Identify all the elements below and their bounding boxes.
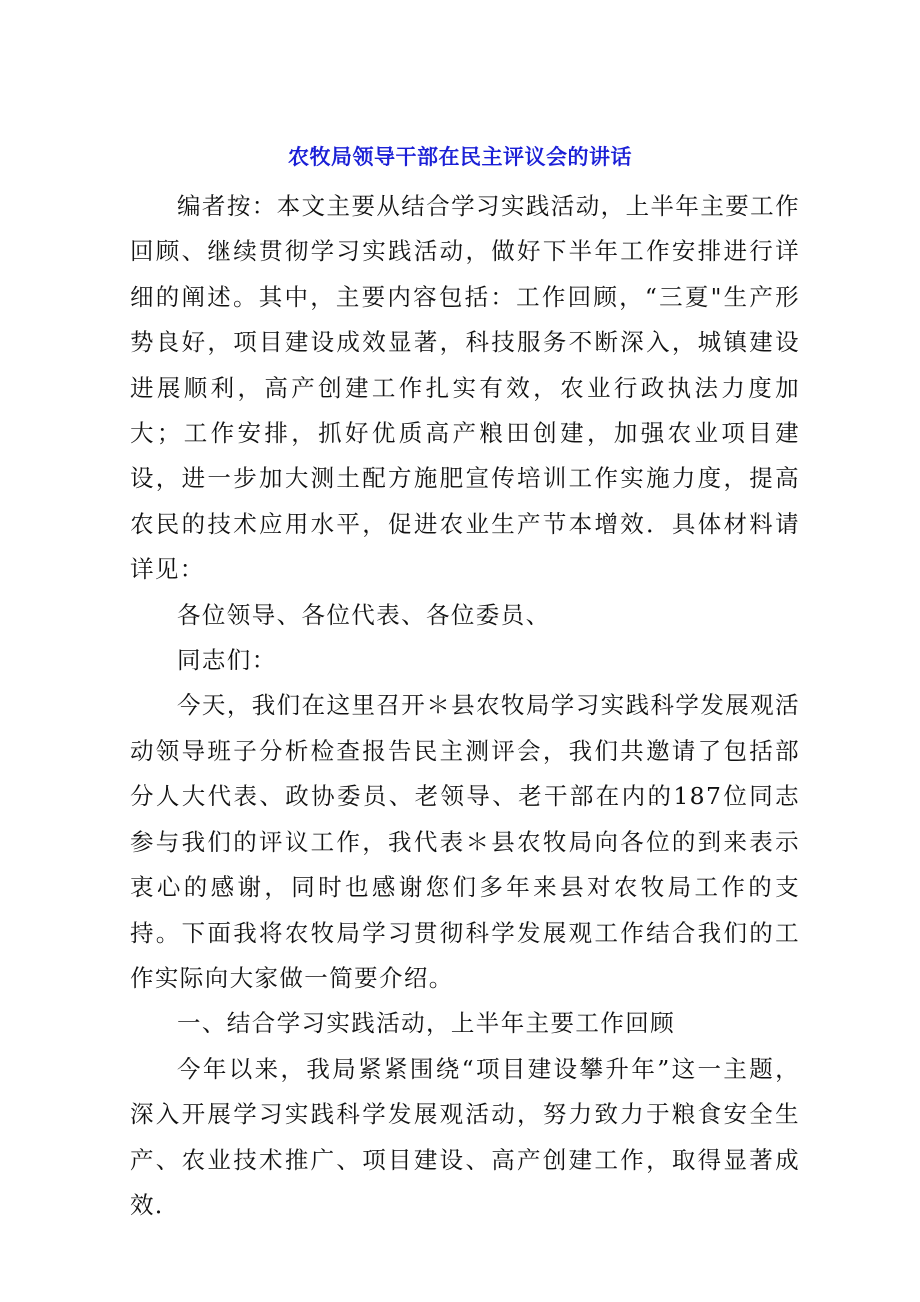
editor-note-paragraph: 编者按：本文主要从结合学习实践活动，上半年主要工作回顾、继续贯彻学习实践活动，做好下半年工作安排进行详细的阐述。其中，主要内容包括：工作回顾，“三夏"生产形势良好，项目建设成效显著，科技服务不断深入，城镇建设进展顺利，高产创建工作扎实有效，农业行政执法力度加大；工作安排，抓好优质高产粮田创建，加强农业项目建设，进一步加大测土配方施肥宣传培训工作实施力度，提高农民的技术应用水平，促进农业生产节本增效．具体材料请详见： (130, 192, 800, 584)
section-1-paragraph: 今年以来，我局紧紧围绕“项目建设攀升年”这一主题，深入开展学习实践科学发展观活动，努力致力于粮食安全生产、农业技术推广、项目建设、高产创建工作，取得显著成效． (130, 1054, 800, 1219)
document-body (130, 184, 800, 1228)
salutation-paragraph: 各位领导、各位代表、各位委员、 (177, 600, 551, 629)
document-title: 农牧局领导干部在民主评议会的讲话 (288, 145, 632, 169)
opening-paragraph: 今天，我们在这里召开＊县农牧局学习实践科学发展观活动领导班子分析检查报告民主测评会，我们共邀请了包括部分人大代表、政协委员、老领导、老干部在内的187位同志参与我们的评议工作，我代表＊县农牧局向各位的到来表示衷心的感谢，同时也感谢您们多年来县对农牧局工作的支持。下面我将农牧局学习贯彻科学发展观工作结合我们的工作实际向大家做一简要介绍。 (130, 691, 800, 992)
salutation-comrades-paragraph: 同志们： (177, 646, 277, 675)
section-heading-1: 一、结合学习实践活动，上半年主要工作回顾 (177, 1009, 675, 1038)
